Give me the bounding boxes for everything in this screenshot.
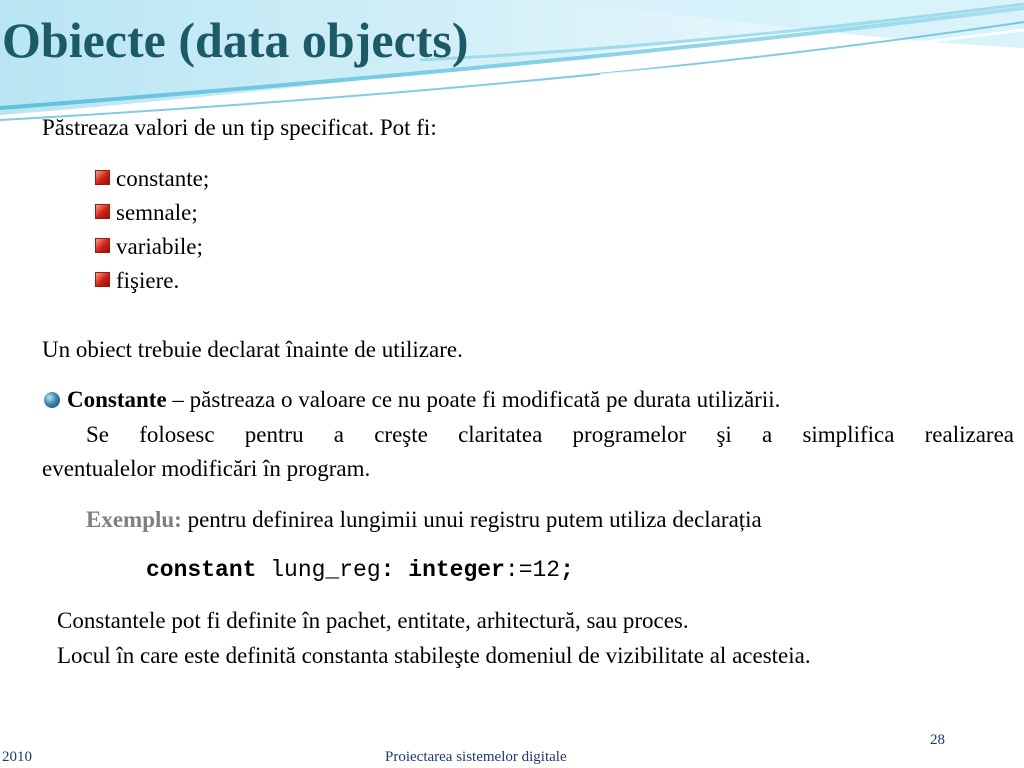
usage-line-1: Se folosesc pentru a creşte claritatea programelor şi a simplifica realizarea <box>86 422 1014 447</box>
constante-def-text: – păstreaza o valoare ce nu poate fi modificată pe durata utilizării. <box>166 387 781 412</box>
code-identifier: lung_reg <box>256 557 381 583</box>
declare-note: Un obiect trebuie declarat înainte de utilizare. <box>42 337 463 362</box>
constante-definition <box>44 386 780 414</box>
note-line-2: Locul în care este definită constanta stabileşte domeniul de vizibilitate al acesteia. <box>57 643 811 668</box>
code-keyword-integer: integer <box>394 557 505 583</box>
list-item <box>95 165 209 193</box>
red-square-bullet-icon <box>95 272 110 287</box>
intro-text: Păstreaza valori de un tip specificat. Pot fi: <box>42 115 437 140</box>
constante-term: Constante <box>67 387 167 412</box>
example-label: Exemplu: <box>86 507 182 532</box>
list-item-label: constante; <box>116 166 210 191</box>
list-item <box>95 267 179 295</box>
footer-year: 2010 <box>2 749 32 765</box>
red-square-bullet-icon <box>95 204 110 219</box>
red-square-bullet-icon <box>95 170 110 185</box>
list-item-label: semnale; <box>116 200 198 225</box>
list-item <box>95 233 203 261</box>
usage-line-2: eventualelor modificări în program. <box>42 456 371 481</box>
page-number: 28 <box>930 732 945 748</box>
code-keyword-constant: constant <box>146 557 257 583</box>
code-declaration <box>146 556 574 584</box>
example-line <box>86 506 762 534</box>
example-text: pentru definirea lungimii unui registru putem utiliza declarația <box>181 507 762 532</box>
code-assign: :=12 <box>504 557 561 583</box>
note-line-1: Constantele pot fi definite în pachet, entitate, arhitectură, sau proces. <box>57 608 689 633</box>
blue-ball-bullet-icon <box>44 392 60 408</box>
code-colon: : <box>380 557 395 583</box>
footer-course: Proiectarea sistemelor digitale <box>385 749 567 765</box>
list-item-label: variabile; <box>116 234 203 259</box>
code-semicolon: ; <box>560 557 574 583</box>
page-title: Obiecte (data objects) <box>2 12 469 68</box>
red-square-bullet-icon <box>95 238 110 253</box>
list-item <box>95 199 198 227</box>
list-item-label: fişiere. <box>116 268 180 293</box>
